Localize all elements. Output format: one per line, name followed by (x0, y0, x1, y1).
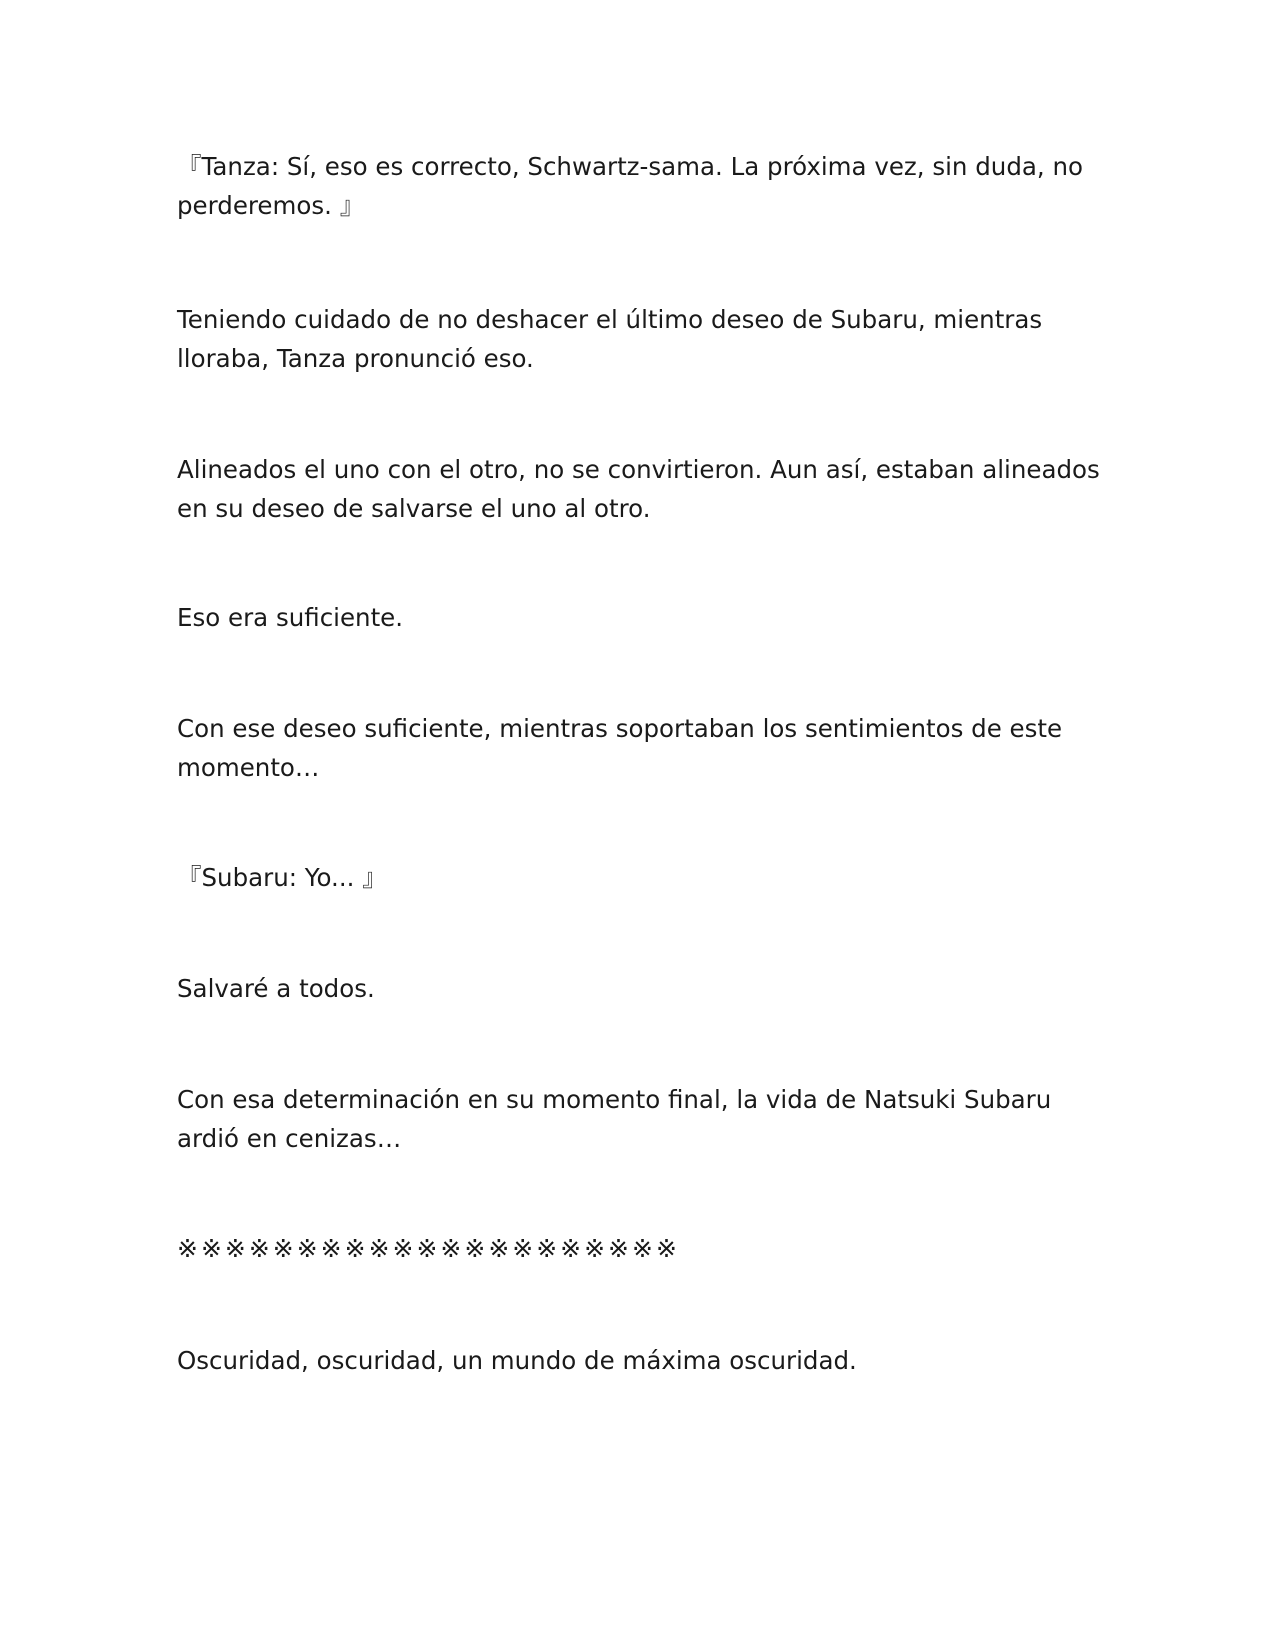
dialogue-tanza: 『Tanza: Sí, eso es correcto, Schwartz-sama. La próxima vez, sin duda, no perderemos. 』 (177, 152, 1091, 220)
scene-separator: ※※※※※※※※※※※※※※※※※※※※※ (177, 1234, 680, 1263)
paragraph-save-everyone: Salvaré a todos. (177, 974, 375, 1003)
paragraph-darkness: Oscuridad, oscuridad, un mundo de máxima oscuridad. (177, 1346, 857, 1375)
paragraph-enough-wish: Con ese deseo suficiente, mientras soportaban los sentimientos de este momento… (177, 714, 1070, 782)
paragraph-aligned: Alineados el uno con el otro, no se convirtieron. Aun así, estaban alineados en su deseo de salvarse el uno al otro. (177, 455, 1108, 523)
paragraph-tanza-cries: Teniendo cuidado de no deshacer el último deseo de Subaru, mientras lloraba, Tanza pronunció eso. (177, 305, 1050, 373)
paragraph-final-moment: Con esa determinación en su momento final, la vida de Natsuki Subaru ardió en cenizas… (177, 1085, 1060, 1153)
dialogue-subaru: 『Subaru: Yo... 』 (177, 863, 387, 892)
paragraph-enough: Eso era suficiente. (177, 603, 404, 632)
